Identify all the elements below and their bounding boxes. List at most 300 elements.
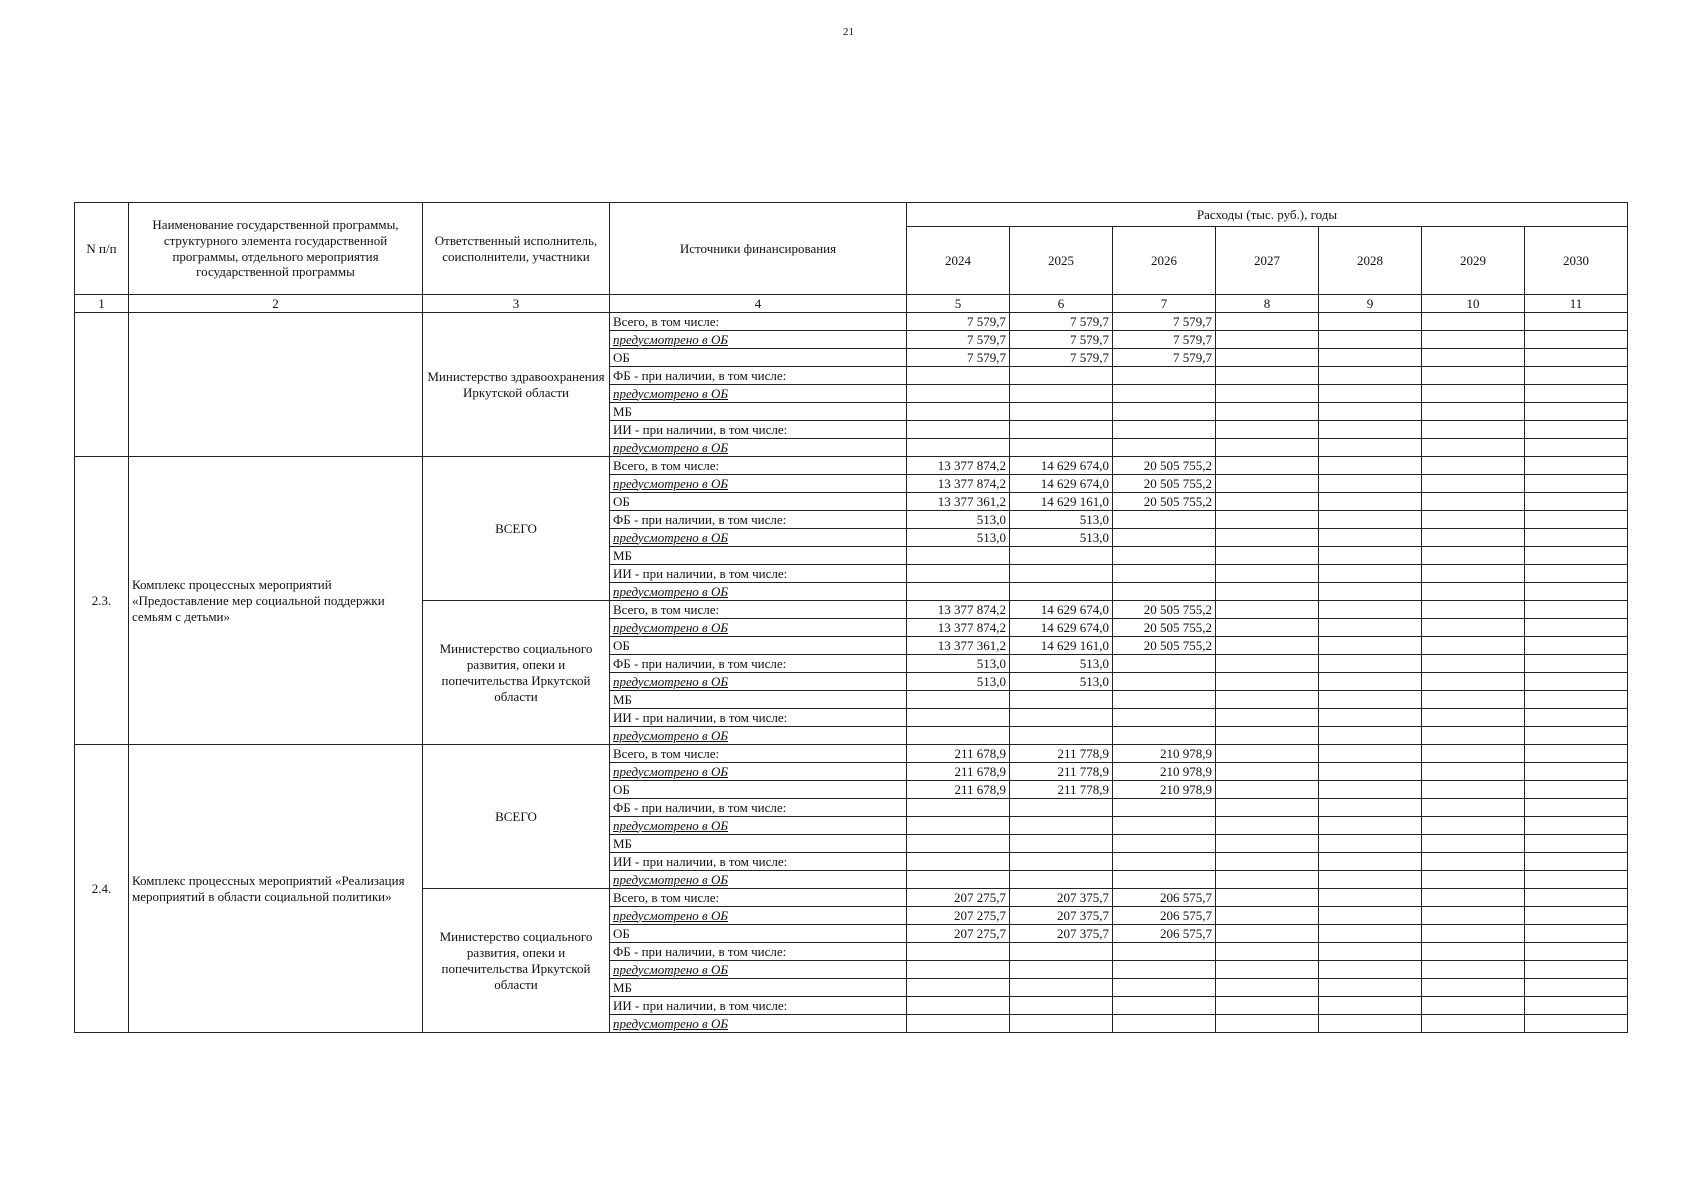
funding-source: ФБ - при наличии, в том числе:	[610, 655, 907, 673]
expense-cell	[1319, 511, 1422, 529]
executor-name: Министерство социального развития, опеки и попечительства Иркутской области	[423, 889, 610, 1033]
table-row	[75, 313, 1628, 331]
row-number	[75, 313, 129, 457]
expense-cell	[1525, 547, 1628, 565]
expense-cell	[1422, 727, 1525, 745]
expense-cell	[1319, 907, 1422, 925]
expense-cell	[907, 1015, 1010, 1033]
expense-cell	[907, 961, 1010, 979]
expense-cell: 7 579,7	[907, 349, 1010, 367]
expense-cell	[1216, 871, 1319, 889]
header-year: 2030	[1525, 227, 1628, 295]
funding-source: ОБ	[610, 781, 907, 799]
expense-cell	[1422, 511, 1525, 529]
expense-cell	[1422, 367, 1525, 385]
expense-cell: 20 505 755,2	[1113, 475, 1216, 493]
expense-cell: 513,0	[1010, 673, 1113, 691]
expense-cell	[1525, 709, 1628, 727]
expense-cell	[1319, 1015, 1422, 1033]
expense-cell	[1319, 331, 1422, 349]
expense-cell: 207 375,7	[1010, 907, 1113, 925]
expense-cell	[1525, 727, 1628, 745]
expense-cell	[1010, 853, 1113, 871]
expense-cell	[1113, 547, 1216, 565]
expense-cell	[1113, 439, 1216, 457]
expense-cell	[1113, 565, 1216, 583]
expense-cell	[1422, 421, 1525, 439]
expense-cell	[907, 421, 1010, 439]
column-number: 1	[75, 295, 129, 313]
expense-cell	[1525, 655, 1628, 673]
expense-cell	[1525, 439, 1628, 457]
expense-cell	[1422, 313, 1525, 331]
expense-cell	[1216, 385, 1319, 403]
expense-cell	[1319, 493, 1422, 511]
program-name	[129, 313, 423, 457]
expense-cell	[1010, 835, 1113, 853]
expense-cell	[1010, 799, 1113, 817]
funding-source: предусмотрено в ОБ	[610, 619, 907, 637]
expense-cell	[1525, 493, 1628, 511]
expense-cell	[1525, 835, 1628, 853]
expense-cell	[1422, 943, 1525, 961]
expense-cell	[907, 817, 1010, 835]
expense-cell	[1113, 403, 1216, 421]
expense-cell	[1319, 367, 1422, 385]
expense-cell	[1216, 817, 1319, 835]
expense-cell	[1319, 745, 1422, 763]
expense-cell	[1319, 529, 1422, 547]
expense-cell	[1525, 763, 1628, 781]
expense-cell	[1010, 565, 1113, 583]
column-number: 10	[1422, 295, 1525, 313]
expense-cell	[1525, 619, 1628, 637]
funding-source: предусмотрено в ОБ	[610, 583, 907, 601]
expense-cell: 207 275,7	[907, 925, 1010, 943]
expense-cell	[1422, 709, 1525, 727]
expense-cell	[1216, 313, 1319, 331]
expense-cell: 20 505 755,2	[1113, 619, 1216, 637]
expense-cell: 211 678,9	[907, 781, 1010, 799]
row-number: 2.3.	[75, 457, 129, 745]
header-year: 2025	[1010, 227, 1113, 295]
expense-cell: 210 978,9	[1113, 763, 1216, 781]
executor-name: ВСЕГО	[423, 745, 610, 889]
expense-cell	[1319, 403, 1422, 421]
funding-source: МБ	[610, 835, 907, 853]
funding-source: МБ	[610, 403, 907, 421]
funding-source: Всего, в том числе:	[610, 457, 907, 475]
expense-cell	[1422, 997, 1525, 1015]
expense-cell	[1216, 745, 1319, 763]
expense-cell	[1525, 511, 1628, 529]
expense-cell: 20 505 755,2	[1113, 457, 1216, 475]
expense-cell	[1216, 781, 1319, 799]
funding-source: предусмотрено в ОБ	[610, 907, 907, 925]
expense-cell	[907, 799, 1010, 817]
budget-table	[74, 202, 1628, 1033]
expense-cell: 13 377 874,2	[907, 601, 1010, 619]
expense-cell	[1010, 727, 1113, 745]
funding-source: МБ	[610, 979, 907, 997]
column-number: 6	[1010, 295, 1113, 313]
expense-cell	[1319, 349, 1422, 367]
funding-source: ФБ - при наличии, в том числе:	[610, 511, 907, 529]
expense-cell	[1010, 943, 1113, 961]
expense-cell	[1216, 511, 1319, 529]
expense-cell: 7 579,7	[1010, 331, 1113, 349]
expense-cell: 211 778,9	[1010, 745, 1113, 763]
expense-cell	[1319, 709, 1422, 727]
funding-source: предусмотрено в ОБ	[610, 961, 907, 979]
expense-cell	[1216, 709, 1319, 727]
funding-source: ИИ - при наличии, в том числе:	[610, 997, 907, 1015]
header-expenses: Расходы (тыс. руб.), годы	[907, 203, 1628, 227]
expense-cell	[1216, 799, 1319, 817]
column-number: 4	[610, 295, 907, 313]
expense-cell	[1010, 385, 1113, 403]
expense-cell	[1216, 619, 1319, 637]
expense-cell	[1319, 547, 1422, 565]
expense-cell	[1422, 691, 1525, 709]
expense-cell	[1113, 727, 1216, 745]
expense-cell	[1525, 583, 1628, 601]
funding-source: ФБ - при наличии, в том числе:	[610, 943, 907, 961]
expense-cell	[1422, 799, 1525, 817]
expense-cell	[1010, 367, 1113, 385]
expense-cell	[1216, 475, 1319, 493]
expense-cell: 513,0	[907, 655, 1010, 673]
expense-cell	[1525, 331, 1628, 349]
column-number: 8	[1216, 295, 1319, 313]
expense-cell	[1422, 637, 1525, 655]
expense-cell	[1216, 727, 1319, 745]
expense-cell: 513,0	[907, 673, 1010, 691]
expense-cell: 14 629 674,0	[1010, 457, 1113, 475]
expense-cell	[1422, 493, 1525, 511]
expense-cell	[1422, 565, 1525, 583]
expense-cell: 7 579,7	[1113, 331, 1216, 349]
expense-cell	[1319, 835, 1422, 853]
expense-cell	[1525, 421, 1628, 439]
expense-cell	[1422, 871, 1525, 889]
expense-cell	[1422, 547, 1525, 565]
expense-cell	[907, 943, 1010, 961]
expense-cell	[1422, 763, 1525, 781]
expense-cell	[1525, 979, 1628, 997]
expense-cell	[1319, 871, 1422, 889]
expense-cell	[1216, 853, 1319, 871]
funding-source: Всего, в том числе:	[610, 745, 907, 763]
expense-cell	[1319, 781, 1422, 799]
expense-cell	[1525, 925, 1628, 943]
expense-cell	[907, 997, 1010, 1015]
header-year: 2026	[1113, 227, 1216, 295]
expense-cell	[1319, 727, 1422, 745]
header-year: 2029	[1422, 227, 1525, 295]
expense-cell	[1525, 313, 1628, 331]
expense-cell	[1010, 421, 1113, 439]
table-row	[75, 457, 1628, 475]
expense-cell: 211 678,9	[907, 745, 1010, 763]
header-executor: Ответственный исполнитель, соисполнители, участники	[423, 203, 610, 295]
expense-cell	[907, 565, 1010, 583]
expense-cell	[1319, 889, 1422, 907]
expense-cell: 513,0	[907, 511, 1010, 529]
expense-cell	[1216, 439, 1319, 457]
expense-cell	[1010, 691, 1113, 709]
expense-cell	[907, 853, 1010, 871]
expense-cell	[1216, 583, 1319, 601]
expense-cell	[1319, 565, 1422, 583]
expense-cell	[1216, 655, 1319, 673]
expense-cell	[1113, 385, 1216, 403]
funding-source: Всего, в том числе:	[610, 601, 907, 619]
funding-source: ОБ	[610, 925, 907, 943]
expense-cell	[1010, 997, 1113, 1015]
expense-cell	[907, 979, 1010, 997]
expense-cell: 7 579,7	[907, 331, 1010, 349]
expense-cell: 14 629 161,0	[1010, 637, 1113, 655]
executor-name: Министерство социального развития, опеки и попечительства Иркутской области	[423, 601, 610, 745]
expense-cell	[1319, 817, 1422, 835]
funding-source: ИИ - при наличии, в том числе:	[610, 853, 907, 871]
funding-source: МБ	[610, 691, 907, 709]
expense-cell	[1216, 943, 1319, 961]
expense-cell	[907, 871, 1010, 889]
expense-cell	[1113, 799, 1216, 817]
expense-cell	[1525, 565, 1628, 583]
expense-cell: 211 678,9	[907, 763, 1010, 781]
column-number: 2	[129, 295, 423, 313]
expense-cell	[1422, 889, 1525, 907]
expense-cell	[1319, 673, 1422, 691]
column-number: 3	[423, 295, 610, 313]
expense-cell	[1422, 349, 1525, 367]
funding-source: предусмотрено в ОБ	[610, 475, 907, 493]
expense-cell	[1525, 529, 1628, 547]
expense-cell: 13 377 874,2	[907, 475, 1010, 493]
expense-cell	[1525, 889, 1628, 907]
expense-cell: 207 375,7	[1010, 889, 1113, 907]
expense-cell	[1113, 961, 1216, 979]
expense-cell	[1113, 1015, 1216, 1033]
expense-cell	[907, 691, 1010, 709]
expense-cell: 7 579,7	[1010, 349, 1113, 367]
expense-cell	[1319, 763, 1422, 781]
funding-source: ОБ	[610, 493, 907, 511]
expense-cell	[1422, 475, 1525, 493]
expense-cell	[1010, 1015, 1113, 1033]
expense-cell	[1525, 403, 1628, 421]
expense-cell: 211 778,9	[1010, 763, 1113, 781]
expense-cell	[1319, 961, 1422, 979]
expense-cell	[1319, 475, 1422, 493]
expense-cell	[1422, 817, 1525, 835]
row-number: 2.4.	[75, 745, 129, 1033]
expense-cell	[1113, 979, 1216, 997]
expense-cell	[907, 367, 1010, 385]
expense-cell	[1216, 331, 1319, 349]
expense-cell	[1216, 547, 1319, 565]
expense-cell	[1113, 421, 1216, 439]
expense-cell	[1525, 367, 1628, 385]
expense-cell	[1525, 637, 1628, 655]
expense-cell	[1319, 853, 1422, 871]
expense-cell	[1216, 835, 1319, 853]
funding-source: ФБ - при наличии, в том числе:	[610, 799, 907, 817]
expense-cell	[1319, 979, 1422, 997]
funding-source: предусмотрено в ОБ	[610, 673, 907, 691]
expense-cell	[1525, 601, 1628, 619]
expense-cell	[1319, 925, 1422, 943]
expense-cell	[1525, 1015, 1628, 1033]
expense-cell	[907, 385, 1010, 403]
funding-source: предусмотрено в ОБ	[610, 1015, 907, 1033]
expense-cell	[1010, 871, 1113, 889]
expense-cell	[1422, 385, 1525, 403]
page-number: 21	[843, 26, 854, 38]
funding-source: ОБ	[610, 637, 907, 655]
expense-cell	[1525, 817, 1628, 835]
expense-cell	[1525, 799, 1628, 817]
expense-cell	[1422, 925, 1525, 943]
expense-cell	[1319, 691, 1422, 709]
funding-source: предусмотрено в ОБ	[610, 385, 907, 403]
header-year: 2028	[1319, 227, 1422, 295]
expense-cell: 513,0	[907, 529, 1010, 547]
funding-source: предусмотрено в ОБ	[610, 331, 907, 349]
expense-cell	[1010, 439, 1113, 457]
expense-cell	[1422, 655, 1525, 673]
expense-cell: 207 275,7	[907, 889, 1010, 907]
expense-cell	[1525, 943, 1628, 961]
table-row	[75, 745, 1628, 763]
expense-cell	[1422, 331, 1525, 349]
expense-cell	[1113, 673, 1216, 691]
funding-source: ФБ - при наличии, в том числе:	[610, 367, 907, 385]
expense-cell: 207 275,7	[907, 907, 1010, 925]
expense-cell	[1216, 979, 1319, 997]
expense-cell	[1113, 511, 1216, 529]
expense-cell: 206 575,7	[1113, 907, 1216, 925]
expense-cell: 211 778,9	[1010, 781, 1113, 799]
expense-cell: 20 505 755,2	[1113, 601, 1216, 619]
expense-cell	[1525, 385, 1628, 403]
column-number-row	[75, 295, 1628, 313]
expense-cell	[1422, 853, 1525, 871]
expense-cell	[1525, 349, 1628, 367]
expense-cell: 513,0	[1010, 511, 1113, 529]
expense-cell: 20 505 755,2	[1113, 637, 1216, 655]
expense-cell	[1216, 637, 1319, 655]
expense-cell	[1216, 691, 1319, 709]
expense-cell: 20 505 755,2	[1113, 493, 1216, 511]
expense-cell	[1113, 997, 1216, 1015]
expense-cell	[1525, 457, 1628, 475]
expense-cell	[1422, 835, 1525, 853]
header-year: 2024	[907, 227, 1010, 295]
expense-cell	[1010, 583, 1113, 601]
expense-cell	[1216, 763, 1319, 781]
expense-cell	[907, 547, 1010, 565]
expense-cell	[1525, 997, 1628, 1015]
expense-cell	[1216, 673, 1319, 691]
expense-cell	[907, 709, 1010, 727]
expense-cell	[1216, 889, 1319, 907]
expense-cell	[1216, 961, 1319, 979]
expense-cell	[1525, 853, 1628, 871]
expense-cell: 14 629 674,0	[1010, 619, 1113, 637]
expense-cell: 14 629 674,0	[1010, 601, 1113, 619]
expense-cell	[1422, 619, 1525, 637]
expense-cell	[1422, 601, 1525, 619]
expense-cell	[1422, 745, 1525, 763]
expense-cell	[1216, 997, 1319, 1015]
expense-cell	[1319, 637, 1422, 655]
funding-source: Всего, в том числе:	[610, 889, 907, 907]
column-number: 5	[907, 295, 1010, 313]
table-body	[75, 295, 1628, 1033]
expense-cell	[907, 727, 1010, 745]
expense-cell: 206 575,7	[1113, 925, 1216, 943]
expense-cell	[1216, 529, 1319, 547]
expense-cell: 206 575,7	[1113, 889, 1216, 907]
expense-cell	[1216, 907, 1319, 925]
expense-cell	[907, 439, 1010, 457]
executor-name: ВСЕГО	[423, 457, 610, 601]
expense-cell	[1216, 367, 1319, 385]
expense-cell	[1422, 529, 1525, 547]
funding-source: ИИ - при наличии, в том числе:	[610, 565, 907, 583]
header-year: 2027	[1216, 227, 1319, 295]
funding-source: МБ	[610, 547, 907, 565]
expense-cell	[1319, 799, 1422, 817]
expense-cell	[1113, 367, 1216, 385]
funding-source: предусмотрено в ОБ	[610, 439, 907, 457]
expense-cell	[1216, 457, 1319, 475]
executor-name: Министерство здравоохранения Иркутской области	[423, 313, 610, 457]
expense-cell: 14 629 674,0	[1010, 475, 1113, 493]
expense-cell	[1010, 979, 1113, 997]
expense-cell	[1319, 439, 1422, 457]
expense-cell	[907, 835, 1010, 853]
expense-cell	[1319, 583, 1422, 601]
expense-cell	[1216, 1015, 1319, 1033]
expense-cell	[1422, 403, 1525, 421]
expense-cell	[1216, 601, 1319, 619]
expense-cell	[1216, 493, 1319, 511]
expense-cell	[1113, 709, 1216, 727]
header-num: N п/п	[75, 203, 129, 295]
expense-cell	[1216, 403, 1319, 421]
expense-cell	[1422, 673, 1525, 691]
column-number: 9	[1319, 295, 1422, 313]
funding-source: ИИ - при наличии, в том числе:	[610, 709, 907, 727]
expense-cell: 513,0	[1010, 655, 1113, 673]
expense-cell	[1113, 655, 1216, 673]
expense-cell	[1422, 979, 1525, 997]
expense-cell	[1422, 907, 1525, 925]
expense-cell	[1422, 961, 1525, 979]
expense-cell	[1422, 583, 1525, 601]
expense-cell	[1525, 907, 1628, 925]
expense-cell	[1113, 691, 1216, 709]
expense-cell: 13 377 874,2	[907, 457, 1010, 475]
expense-cell	[1010, 961, 1113, 979]
funding-source: ИИ - при наличии, в том числе:	[610, 421, 907, 439]
expense-cell	[1319, 457, 1422, 475]
